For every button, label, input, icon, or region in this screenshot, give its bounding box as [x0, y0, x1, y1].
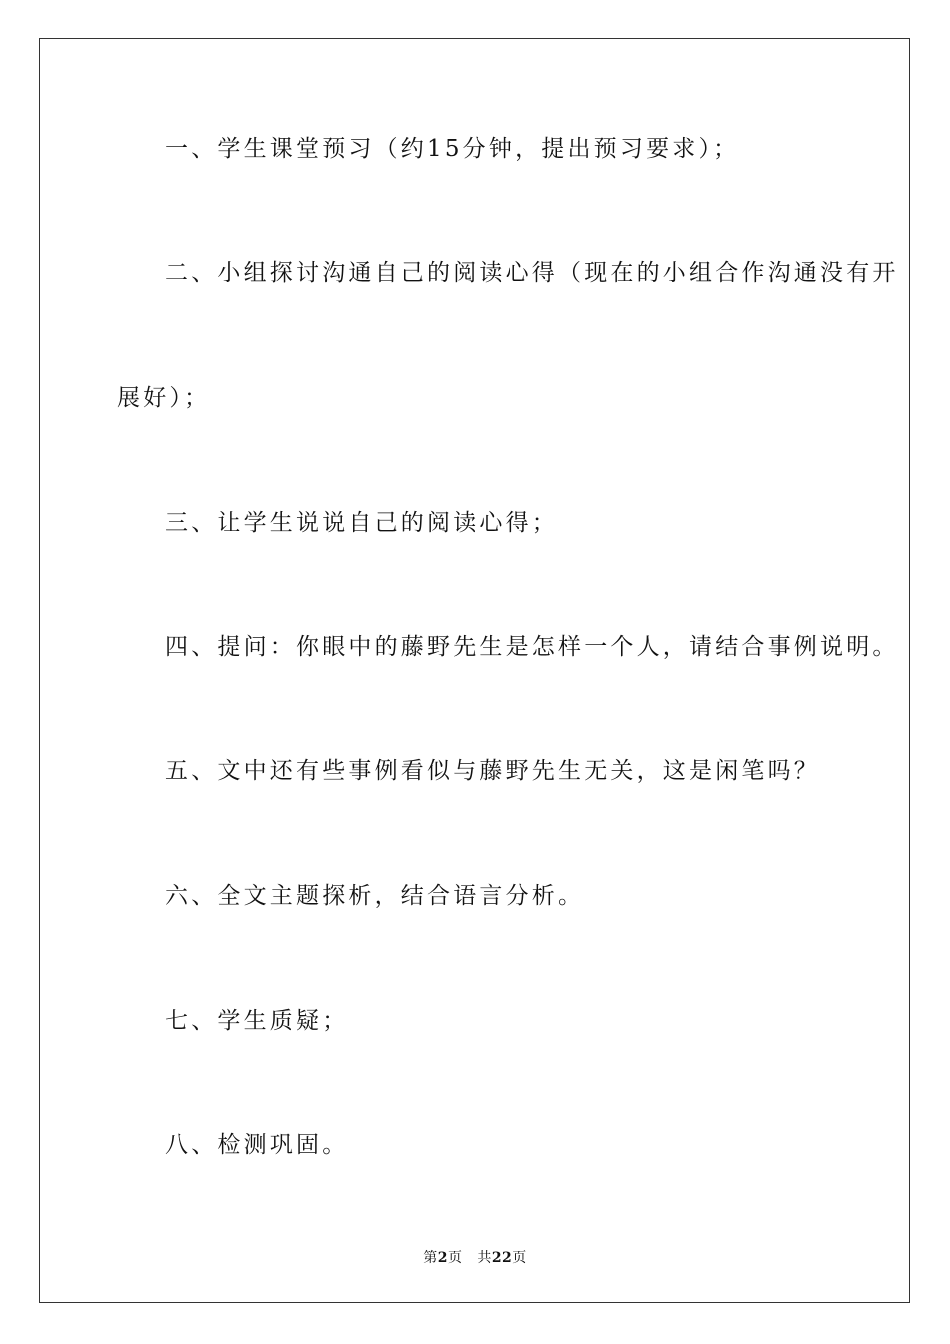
page-footer — [0, 1247, 950, 1267]
paragraph-8: 八、检测巩固。 — [165, 1132, 349, 1158]
paragraph-4: 四、提问：你眼中的藤野先生是怎样一个人，请结合事例说明。 — [165, 634, 899, 660]
footer-prefix: 第 — [423, 1250, 438, 1266]
footer-total-pages: 22 — [491, 1250, 513, 1266]
footer-total-unit: 页 — [512, 1250, 527, 1266]
footer-current-page: 2 — [437, 1250, 448, 1266]
paragraph-5: 五、文中还有些事例看似与藤野先生无关，这是闲笔吗？ — [165, 758, 820, 784]
footer-total-prefix: 共 — [477, 1250, 492, 1266]
page-frame — [39, 38, 910, 1303]
paragraph-2: 二、小组探讨沟通自己的阅读心得（现在的小组合作沟通没有开 — [165, 260, 899, 286]
paragraph-3: 三、让学生说说自己的阅读心得； — [165, 510, 558, 536]
paragraph-7: 七、学生质疑； — [165, 1008, 349, 1034]
paragraph-1: 一、学生课堂预习（约15分钟，提出预习要求）； — [165, 136, 740, 162]
paragraph-2-continued: 展好）； — [117, 385, 211, 411]
footer-page-unit: 页 — [447, 1250, 463, 1266]
paragraph-6: 六、全文主题探析，结合语言分析。 — [165, 883, 585, 909]
